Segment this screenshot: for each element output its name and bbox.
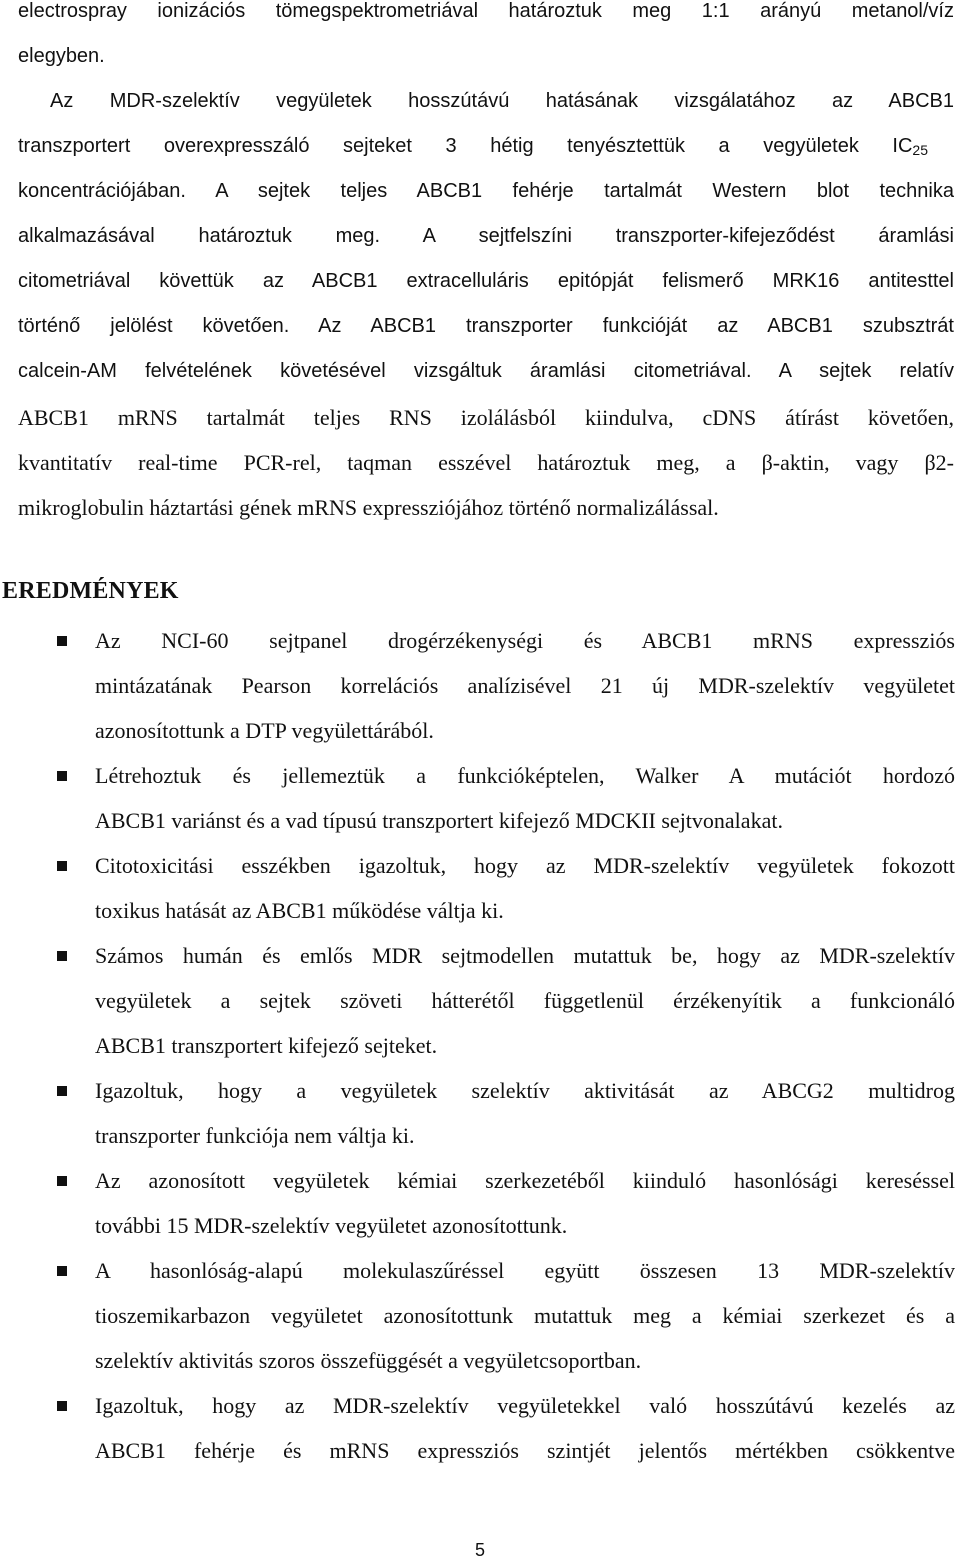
- bullet-square-icon: [57, 1401, 67, 1411]
- bullet-line: ABCB1 fehérje és mRNS expressziós szintjét jelentős mértékben csökkentve: [95, 1438, 955, 1463]
- bullet-line: további 15 MDR-szelektív vegyületet azonosítottunk.: [95, 1213, 568, 1238]
- section-heading: EREDMÉNYEK: [2, 578, 179, 604]
- bullet-line: Az NCI-60 sejtpanel drogérzékenységi és ABCB1 mRNS expressziós: [95, 628, 955, 653]
- page-number: 5: [474, 1540, 485, 1560]
- bullet-line: transzporter funkciója nem váltja ki.: [95, 1123, 415, 1148]
- text-line: citometriával követtük az ABCB1 extracelluláris epitópját felismerő MRK16 antitesttel: [18, 270, 954, 292]
- text-line: Az MDR-szelektív vegyületek hosszútávú hatásának vizsgálatához az ABCB1: [50, 90, 954, 112]
- bullet-line: Az azonosított vegyületek kémiai szerkezetéből kiinduló hasonlósági kereséssel: [95, 1168, 955, 1193]
- bullet-square-icon: [57, 861, 67, 871]
- text-line: ABCB1 mRNS tartalmát teljes RNS izolálásból kiindulva, cDNS átírást követően,: [18, 405, 954, 430]
- bullet-line: Számos humán és emlős MDR sejtmodellen mutattuk be, hogy az MDR-szelektív: [95, 943, 955, 968]
- text-line: kvantitatív real-time PCR-rel, taqman esszével határoztuk meg, a β-aktin, vagy β2-: [18, 450, 954, 475]
- text-line: koncentrációjában. A sejtek teljes ABCB1 fehérje tartalmát Western blot technika: [18, 180, 954, 202]
- bullet-square-icon: [57, 1176, 67, 1186]
- bullet-square-icon: [57, 951, 67, 961]
- bullet-square-icon: [57, 1266, 67, 1276]
- text-line: electrospray ionizációs tömegspektrometriával határoztuk meg 1:1 arányú metanol/víz: [18, 0, 954, 22]
- bullet-line: Létrehoztuk és jellemeztük a funkcióképtelen, Walker A mutációt hordozó: [95, 763, 955, 788]
- text-line: mikroglobulin háztartási gének mRNS expressziójához történő normalizálással.: [18, 495, 719, 520]
- ic-subscript: 25: [912, 142, 928, 158]
- bullet-line: vegyületek a sejtek szöveti hátterétől függetlenül érzékenyítik a funkcionáló: [95, 988, 955, 1013]
- text-line: elegyben.: [18, 45, 105, 67]
- text-line: calcein-AM felvételének követésével vizsgáltuk áramlási citometriával. A sejtek relatív: [18, 360, 954, 382]
- text-line: alkalmazásával határoztuk meg. A sejtfelszíni transzporter-kifejeződést áramlási: [18, 225, 954, 247]
- bullet-line: azonosítottunk a DTP vegyülettárából.: [95, 718, 434, 743]
- text-line: [18, 135, 928, 158]
- bullet-line: Citotoxicitási esszékben igazoltuk, hogy az MDR-szelektív vegyületek fokozott: [95, 853, 955, 878]
- text-line: történő jelölést követően. Az ABCB1 transzporter funkcióját az ABCB1 szubsztrát: [18, 315, 954, 337]
- bullet-line: ABCB1 variánst és a vad típusú transzportert kifejező MDCKII sejtvonalakat.: [95, 808, 783, 833]
- bullet-line: tioszemikarbazon vegyületet azonosítottunk mutattuk meg a kémiai szerkezet és a: [95, 1303, 955, 1328]
- bullet-line: szelektív aktivitás szoros összefüggését a vegyületcsoportban.: [95, 1348, 642, 1373]
- bullet-line: A hasonlóság-alapú molekulaszűréssel együtt összesen 13 MDR-szelektív: [95, 1258, 955, 1283]
- bullet-square-icon: [57, 771, 67, 781]
- bullet-line: toxikus hatását az ABCB1 működése váltja ki.: [95, 898, 504, 923]
- bullet-line: mintázatának Pearson korrelációs analízisével 21 új MDR-szelektív vegyületet: [95, 673, 955, 698]
- bullet-line: ABCB1 transzportert kifejező sejteket.: [95, 1033, 438, 1058]
- bullet-line: Igazoltuk, hogy az MDR-szelektív vegyületekkel való hosszútávú kezelés az: [95, 1393, 955, 1418]
- bullet-square-icon: [57, 636, 67, 646]
- bullet-square-icon: [57, 1086, 67, 1096]
- bullet-line: Igazoltuk, hogy a vegyületek szelektív aktivitását az ABCG2 multidrog: [95, 1078, 955, 1103]
- text-line-main: transzportert overexpresszáló sejteket 3 hétig tenyésztettük a vegyületek IC: [18, 135, 913, 157]
